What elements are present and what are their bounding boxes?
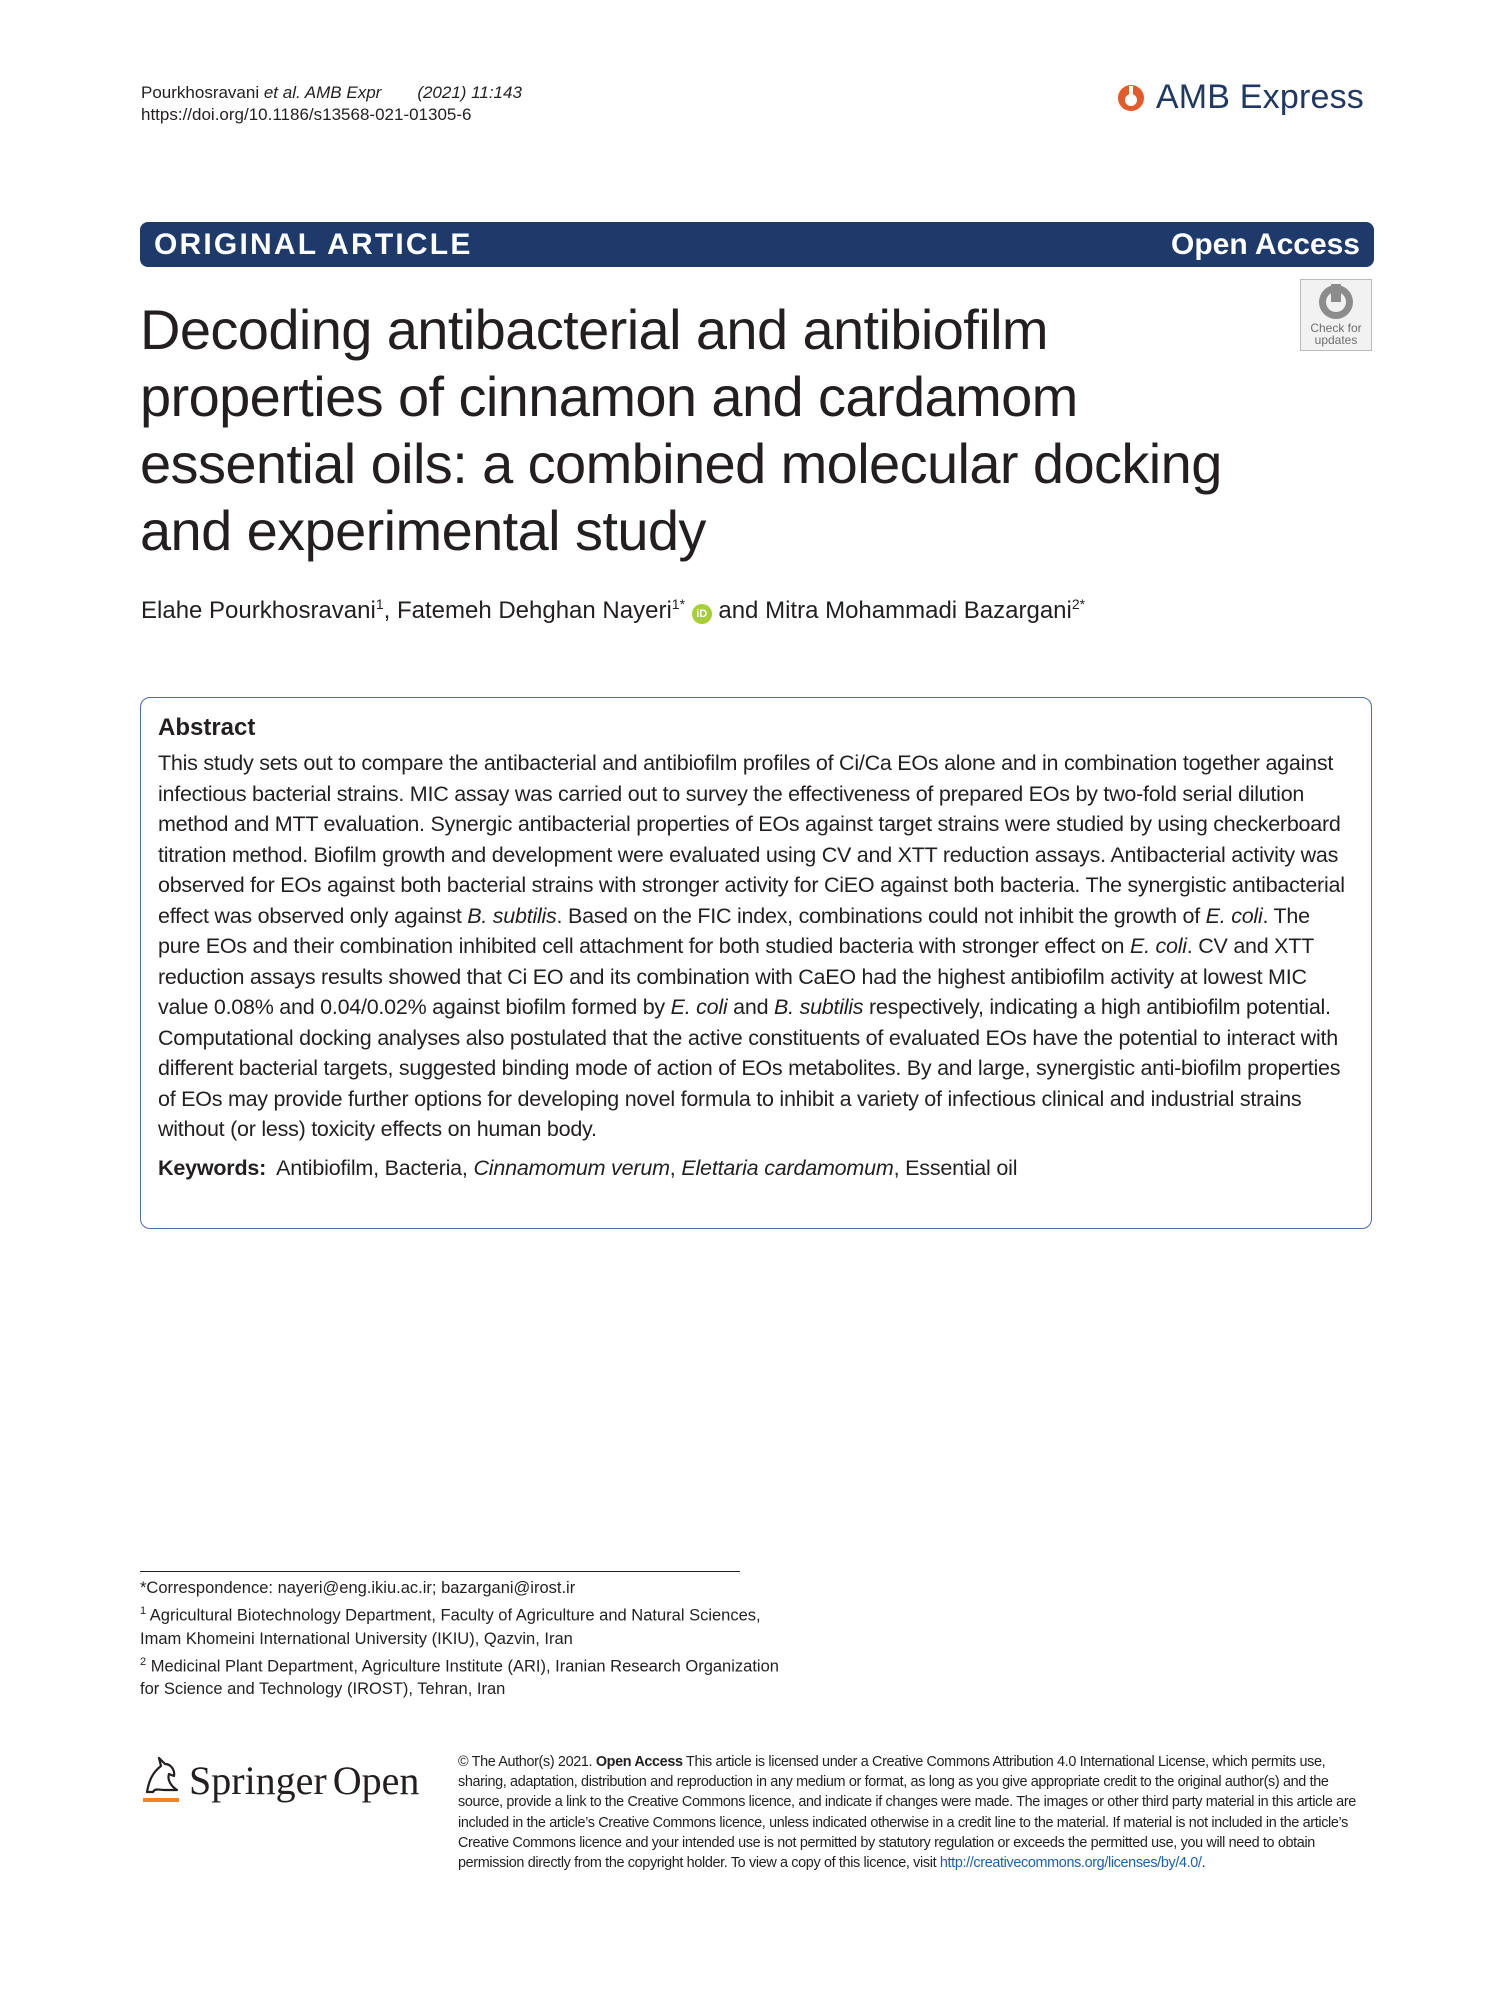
springer-open-logo <box>141 1754 419 1804</box>
affiliation-text: Medicinal Plant Department, Agriculture Institute (ARI), Iranian Research Organization for Science and Technology (IROST), Tehran, Iran <box>140 1657 779 1698</box>
springer-horse-icon <box>141 1754 181 1804</box>
abstract-heading: Abstract <box>158 714 256 741</box>
keyword-text: Antibiofilm, Bacteria, <box>276 1155 474 1180</box>
orcid-icon[interactable]: iD <box>692 604 712 624</box>
check-updates-icon <box>1314 280 1358 322</box>
abstract-segment: This study sets out to compare the antibacterial and antibiofilm profiles of Ci/Ca EOs alone and in combination together against infectious bacterial strains. MIC assay was carried out to survey the effectiveness of prepared EOs by two-fold serial dilution method and MTT evaluation. Synergic antibacterial properties of EOs against target strains were studied by using checkerboard titration method. Biofilm growth and development were evaluated using CV and XTT reduction assays. Antibacterial activity was observed for EOs against both bacterial strains with stronger activity for CiEO against both bacteria. The synergistic antibacterial effect was observed only against <box>158 751 1345 928</box>
check-updates-line2: updates <box>1314 333 1358 347</box>
license-end: . <box>1201 1855 1206 1872</box>
open-access-label: Open Access <box>1171 227 1360 261</box>
abstract-segment: respectively, indicating a high antibiofilm potential. Computational docking analyses also postulated that the active constituents of evaluated EOs have the potential to interact with different bacterial targets, suggested binding mode of action of EOs metabolites. By and large, synergistic anti-biofilm properties of EOs may provide further options for developing novel formula to inhibit a variety of infectious clinical and industrial strains without (or less) toxicity effects on human body. <box>158 995 1341 1141</box>
check-for-updates-badge[interactable] <box>1300 279 1372 351</box>
journal-name: AMB Express <box>1155 78 1364 116</box>
keyword-species: Cinnamomum verum <box>473 1155 670 1180</box>
keyword-species: Elettaria cardamomum <box>681 1155 894 1180</box>
abstract-box <box>140 697 1372 1229</box>
article-banner <box>140 222 1374 267</box>
journal-logo <box>1116 78 1364 117</box>
citation-year-volume: (2021) 11:143 <box>417 83 522 102</box>
keywords-label: Keywords: <box>158 1155 267 1180</box>
copyright: © The Author(s) 2021. <box>458 1754 596 1770</box>
author-name: Elahe Pourkhosravani <box>141 597 376 624</box>
author-affiliation: 1* <box>671 596 686 612</box>
affiliation-2 <box>140 1651 780 1702</box>
license-link[interactable]: http://creativecommons.org/licenses/by/4.0/ <box>939 1855 1202 1872</box>
author-name: Mitra Mohammadi Bazargani <box>765 597 1072 624</box>
species-name: B. subtilis <box>774 995 864 1019</box>
affiliation-text: Agricultural Biotechnology Department, Faculty of Agriculture and Natural Sciences, Imam Khomeini International University (IKIU), Qazvin, Iran <box>140 1606 761 1648</box>
abstract-segment: and <box>727 995 775 1019</box>
citation-journal: et al. AMB Expr <box>263 83 382 102</box>
affiliation-number: 1 <box>140 1605 147 1617</box>
license-text <box>458 1752 1358 1873</box>
species-name: E. coli <box>1129 934 1187 958</box>
species-name: B. subtilis <box>467 903 557 928</box>
author-name: Fatemeh Dehghan Nayeri <box>396 597 672 624</box>
keyword-text: , <box>669 1155 682 1180</box>
publisher-name: Springer <box>189 1758 327 1803</box>
author-affiliation: 1 <box>375 596 384 612</box>
abstract-segment: . CV and XTT reduction assays results showed that Ci EO and its combination with CaEO had the highest antibiofilm activity at lowest MIC value 0.08% and 0.04/0.02% against biofilm formed by <box>158 934 1314 1019</box>
citation-author: Pourkhosravani <box>141 83 264 102</box>
citation-line <box>141 82 522 104</box>
author-separator: , <box>383 597 397 624</box>
doi-link[interactable]: https://doi.org/10.1186/s13568-021-01305-6 <box>141 105 472 124</box>
affiliation-number: 2 <box>140 1655 147 1668</box>
species-name: E. coli <box>1205 903 1263 928</box>
license-body: This article is licensed under a Creative Commons Attribution 4.0 International License, which permits use, sharing, adaptation, distribution and reproduction in any medium or format, as long as you give appropriate credit to the original author(s) and the source, provide a link to the Creative Commons licence, and indicate if changes were made. The images or other third party material in this article are included in the article’s Creative Commons licence, unless indicated otherwise in a credit line to the material. If material is not included in the article’s Creative Commons licence and your intended use is not permitted by statutory regulation or exceeds the permitted use, you will need to obtain permission directly from the copyright holder. To view a copy of this licence, visit <box>458 1754 1356 1872</box>
abstract-segment: . The pure EOs and their combination inhibited cell attachment for both studied bacteria with stronger effect on <box>158 903 1310 958</box>
author-separator: and <box>711 597 766 624</box>
article-type: ORIGINAL ARTICLE <box>154 227 473 261</box>
footnote-divider <box>140 1571 740 1572</box>
publisher-name-suffix: Open <box>332 1758 420 1803</box>
keyword-text: , Essential oil <box>893 1155 1018 1180</box>
footnotes <box>140 1577 780 1701</box>
correspondence: *Correspondence: nayeri@eng.ikiu.ac.ir; bazargani@irost.ir <box>140 1579 576 1597</box>
author-list <box>141 588 1085 627</box>
abstract-segment: . Based on the FIC index, combinations could not inhibit the growth of <box>556 903 1206 928</box>
keywords <box>158 1153 1355 1183</box>
abstract-text <box>158 748 1355 1145</box>
license-open-access: Open Access <box>595 1754 683 1770</box>
affiliation-1 <box>140 1600 780 1651</box>
amb-express-logo-icon <box>1116 83 1146 113</box>
citation-header <box>141 82 522 126</box>
article-title: Decoding antibacterial and antibiofilm properties of cinnamon and cardamom essential oils: a combined molecular docking and experimental study <box>140 298 1222 562</box>
author-affiliation: 2* <box>1071 596 1086 612</box>
species-name: E. coli <box>670 995 728 1019</box>
check-updates-line1: Check for <box>1310 321 1362 335</box>
